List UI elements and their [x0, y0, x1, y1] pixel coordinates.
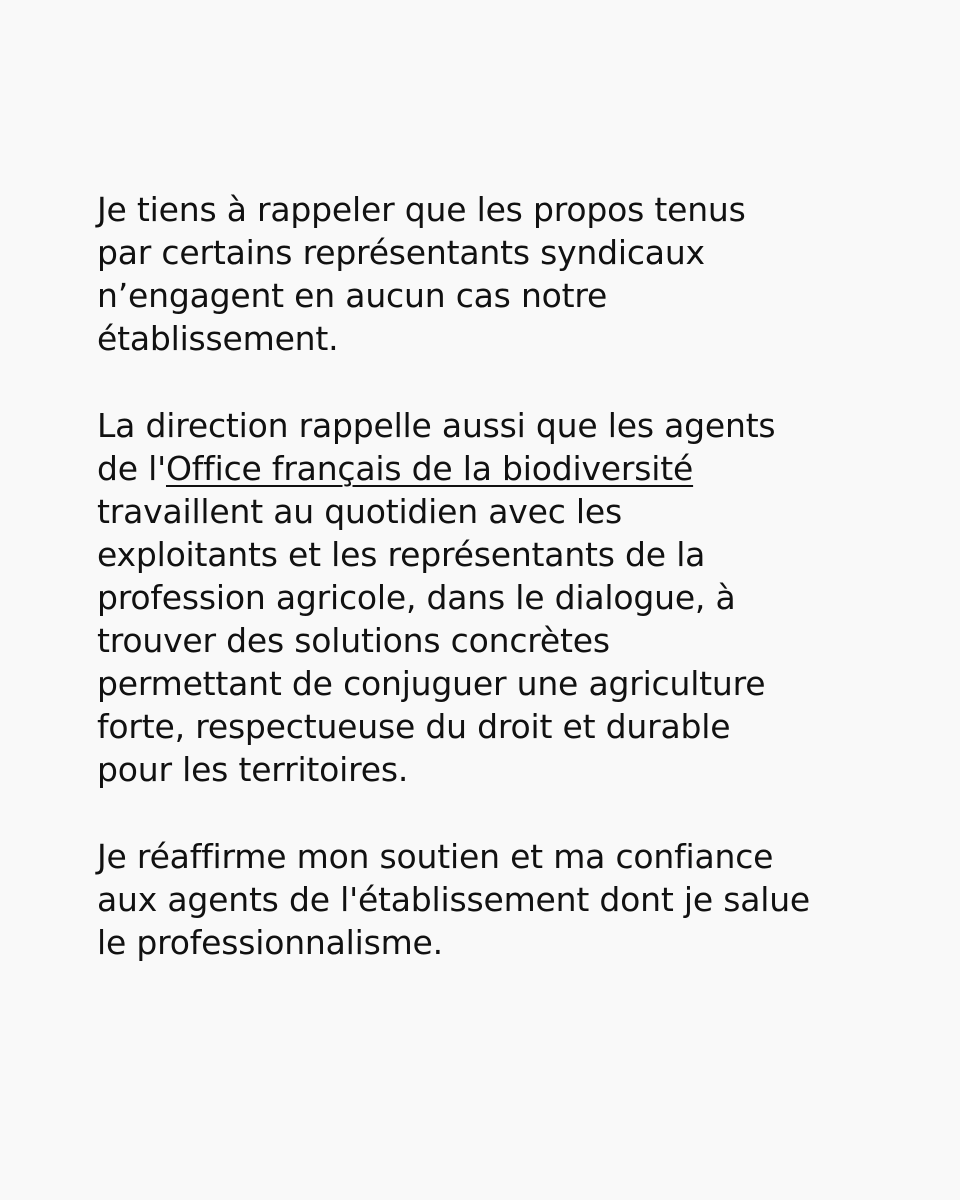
text-prefix: de l' [97, 449, 166, 488]
text-line: aux agents de l'établissement dont je salue [97, 880, 811, 919]
text-line: par certains représentants syndicaux [97, 233, 705, 272]
text-line: profession agricole, dans le dialogue, à [97, 578, 736, 617]
paragraph-support-message [97, 835, 897, 964]
text-line: forte, respectueuse du droit et durable [97, 707, 731, 746]
text-line: travaillent au quotidien avec les [97, 492, 622, 531]
text-line: le professionnalisme. [97, 923, 443, 962]
text-line-with-link [97, 447, 897, 490]
text-line: permettant de conjuguer une agriculture [97, 664, 766, 703]
text-line: La direction rappelle aussi que les agents [97, 406, 776, 445]
text-line: n’engagent en aucun cas notre [97, 276, 608, 315]
text-line: trouver des solutions concrètes [97, 621, 610, 660]
text-line: pour les territoires. [97, 750, 409, 789]
text-line: exploitants et les représentants de la [97, 535, 706, 574]
office-biodiversite-link[interactable]: Office français de la biodiversité [165, 449, 694, 488]
paragraph-direction-reminder [97, 404, 897, 791]
text-line: Je tiens à rappeler que les propos tenus [97, 190, 746, 229]
text-line: Je réaffirme mon soutien et ma confiance [97, 837, 774, 876]
paragraph-syndicate-remarks [97, 188, 897, 360]
statement-text [97, 188, 897, 1008]
text-line: établissement. [97, 319, 339, 358]
